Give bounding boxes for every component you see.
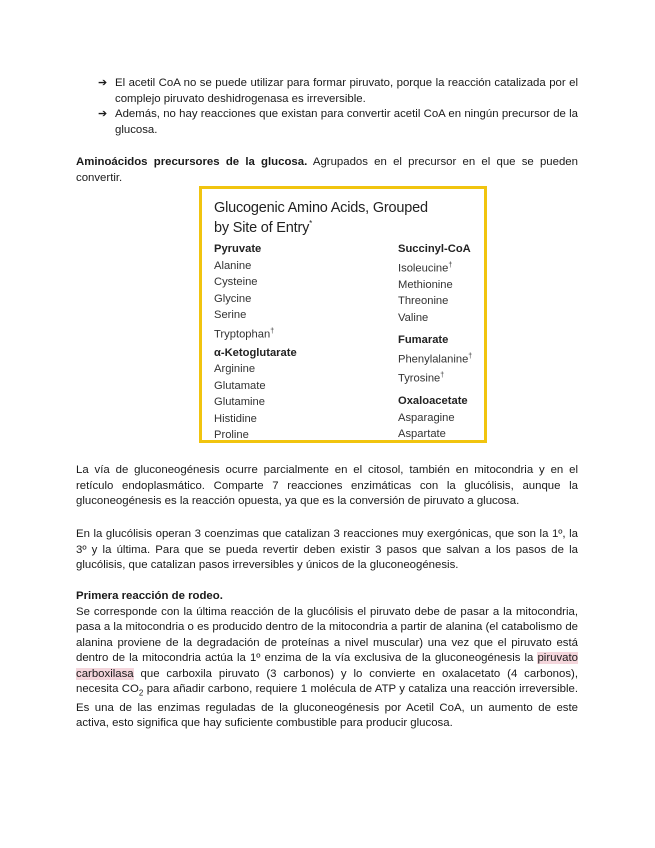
bullet-text: Además, no hay reacciones que existan para convertir acetil CoA en ningún precursor de la glucosa. — [115, 108, 578, 136]
table-title — [214, 201, 428, 236]
bullet-list — [98, 76, 578, 138]
table-title-line2: by Site of Entry — [214, 219, 310, 236]
amino-acid: Methionine — [398, 278, 453, 291]
amino-acid: Glycine — [214, 292, 252, 305]
amino-acid: Glutamate — [214, 379, 266, 392]
group-header-ketoglutarate: α-Ketoglutarate — [214, 346, 297, 359]
group-header-fumarate: Fumarate — [398, 334, 449, 347]
amino-acid: Valine — [398, 311, 429, 324]
rodeo-paragraph — [76, 605, 578, 732]
footnote-mark: † — [440, 371, 445, 379]
amino-acid: Alanine — [214, 259, 252, 272]
rodeo-text-1: Se corresponde con la última reacción de la glucólisis el piruvato debe de pasar a la mitocondria, pasa a la mitocondria o es producido dentro de la mitocondria a partir de alanina (el catabolismo de alanina proviene de la degradación de proteínas a nivel muscular) una vez que el piruvato está dentro de la mitocondria actúa la 1º enzima de la vía exclusiva de la gluconeogénesis la — [76, 605, 578, 664]
paragraph-gluconeogenesis: La vía de gluconeogénesis ocurre parcialmente en el citosol, también en mitocondria y en el retículo endoplasmático. Comparte 7 reacciones enzimáticas con la glucólisis, aunque la gluconeogénesis es la reacción opuesta, ya que es la conversión de piruvato a glucosa. — [76, 464, 578, 507]
amino-text: Agrupados en el precursor en el que se pueden convertir. — [76, 156, 578, 184]
group-header-oxaloacetate: Oxaloacetate — [398, 395, 468, 408]
group-header-succinyl: Succinyl-CoA — [398, 243, 471, 255]
title-footnote-mark: * — [309, 219, 313, 228]
footnote-mark: † — [468, 352, 473, 360]
section-rodeo — [76, 589, 578, 732]
amino-acid: Glutamine — [214, 396, 265, 409]
footnote-mark: † — [270, 327, 275, 335]
amino-acid: Aspartate — [398, 428, 446, 441]
table-right-column — [398, 241, 472, 443]
amino-acid: Asparagine — [398, 411, 455, 424]
arrow-icon: ➔ — [98, 108, 108, 120]
amino-acid: Cysteine — [214, 276, 258, 288]
amino-acid: Tyrosine — [398, 372, 441, 385]
highlighted-term: piruvato carboxilasa — [76, 652, 578, 680]
amino-acid-table — [199, 186, 487, 443]
group-header-pyruvate: Pyruvate — [214, 243, 262, 255]
amino-acid: Tryptophan — [214, 328, 271, 341]
amino-acid: Proline — [214, 429, 249, 442]
amino-acid: Arginine — [214, 363, 256, 376]
table-title-line1: Glucogenic Amino Acids, Grouped — [214, 200, 428, 216]
amino-paragraph — [76, 155, 578, 186]
rodeo-heading: Primera reacción de rodeo. — [76, 590, 223, 602]
amino-acid: Serine — [214, 309, 247, 321]
amino-acid: Isoleucine — [398, 262, 449, 275]
bullet-item — [98, 76, 578, 107]
table-left-column — [214, 241, 297, 444]
bullet-text: El acetil CoA no se puede utilizar para formar piruvato, porque la reacción catalizada por el complejo piruvato deshidrogenasa es irreversible. — [115, 77, 578, 105]
subscript: 2 — [138, 688, 144, 698]
amino-heading: Aminoácidos precursores de la glucosa. — [76, 156, 308, 168]
amino-acid: Histidine — [214, 412, 257, 425]
amino-acid: Phenylalanine — [398, 353, 469, 366]
arrow-icon: ➔ — [98, 77, 108, 89]
paragraph-glycolysis: En la glucólisis operan 3 coenzimas que catalizan 3 reacciones muy exergónicas, que son la 1º, la 3º y la última. Para que se pueda revertir deben existir 3 pasos que salvan a los pasos de la glucólisis, que catalizan pasos irreversibles y únicos de la gluconeogénesis. — [76, 528, 578, 571]
footnote-mark: † — [448, 261, 453, 269]
bullet-item — [98, 107, 578, 138]
rodeo-text-3: para añadir carbono, requiere 1 molécula de ATP y cataliza una reacción irreversible. Es una de las enzimas reguladas de la gluconeogénesis por Acetil CoA, un aumento de este activa, esto significa que hay suficiente combustible para producir glucosa. — [76, 683, 578, 730]
amino-acid: Threonine — [398, 295, 449, 308]
rodeo-text-2: que carboxila piruvato (3 carbonos) y lo convierte en oxalacetato (4 carbonos), necesita CO — [76, 667, 578, 695]
